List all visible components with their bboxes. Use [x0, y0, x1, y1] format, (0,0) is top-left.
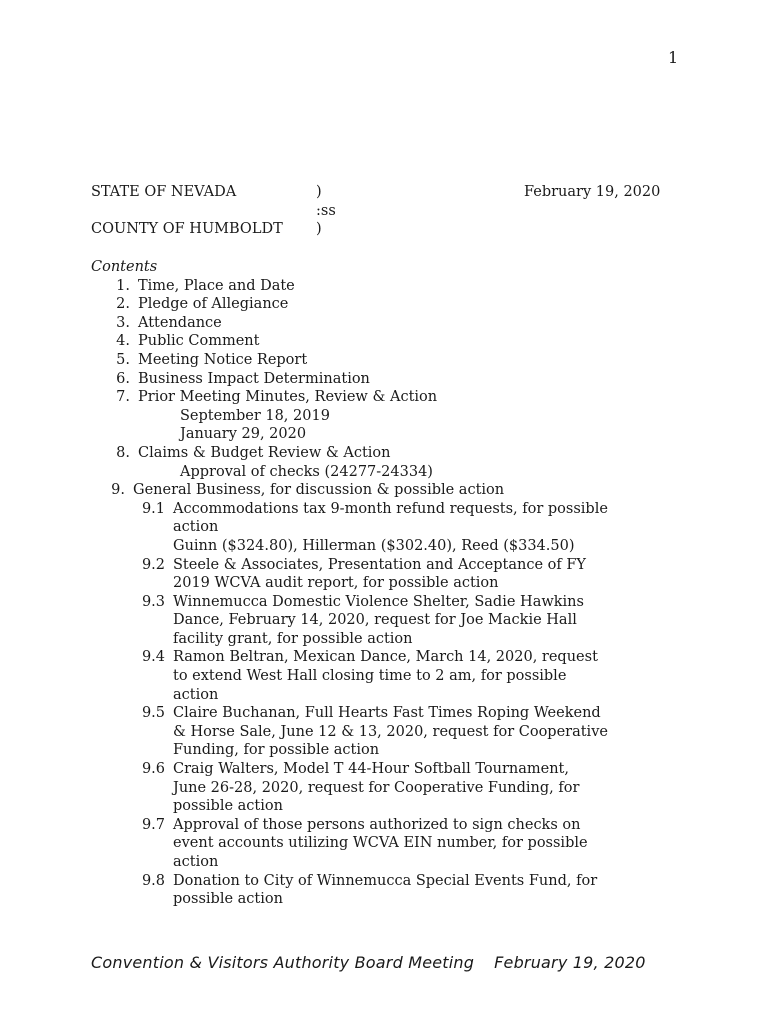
- sub-item-number: 9.1: [141, 500, 165, 517]
- general-business-item-9-7: [141, 816, 651, 872]
- county-paren: ): [316, 221, 322, 237]
- sub-item-line: 2019 WCVA audit report, for possible action: [173, 575, 499, 592]
- sub-item-number: 9.4: [141, 649, 165, 666]
- agenda-item-text: Pledge of Allegiance: [138, 296, 289, 313]
- sub-item-line: action: [173, 854, 219, 870]
- agenda-item-text: Attendance: [138, 314, 222, 331]
- header-row-county: [91, 220, 691, 239]
- page-footer: [91, 953, 646, 972]
- agenda-item-text: Business Impact Determination: [138, 370, 370, 387]
- sub-item-line: Guinn ($324.80), Hillerman ($302.40), Reed ($334.50): [173, 537, 575, 554]
- agenda-item-text: General Business, for discussion & possible action: [133, 482, 505, 499]
- sub-item-line: possible action: [173, 798, 283, 815]
- sub-item-line: June 26-28, 2020, request for Cooperative Funding, for: [173, 779, 580, 796]
- agenda-item-9: [111, 481, 651, 500]
- county-label: COUNTY OF HUMBOLDT: [91, 221, 283, 237]
- agenda-item-4: [116, 332, 651, 351]
- agenda-item-number: 1.: [116, 277, 130, 294]
- general-business-item-9-5: [141, 704, 651, 760]
- document-header: [91, 183, 691, 239]
- agenda-subline: Approval of checks (24277-24334): [180, 463, 433, 480]
- page-number: 1: [668, 48, 679, 67]
- sub-item-line: Ramon Beltran, Mexican Dance, March 14, 2020, request: [173, 649, 598, 666]
- sub-item-number: 9.7: [141, 816, 165, 833]
- general-business-item-9-4: [141, 648, 651, 704]
- agenda-item-text: Prior Meeting Minutes, Review & Action: [138, 389, 438, 406]
- header-date: February 19, 2020: [524, 184, 661, 200]
- state-label: STATE OF NEVADA: [91, 184, 237, 200]
- sub-item-number: 9.2: [141, 556, 165, 573]
- agenda-item-5: [116, 351, 651, 370]
- agenda-subline: September 18, 2019: [180, 407, 330, 424]
- agenda-item-number: 6.: [116, 370, 130, 387]
- agenda-item-2: [116, 295, 651, 314]
- sub-item-line: to extend West Hall closing time to 2 am, for possible: [173, 668, 567, 685]
- header-row-state: [91, 183, 691, 202]
- agenda-item-number: 4.: [116, 333, 130, 350]
- agenda-item-number: 2.: [116, 296, 130, 313]
- sub-item-line: action: [173, 519, 219, 536]
- general-business-item-9-1: [141, 500, 651, 556]
- sub-item-line: possible action: [173, 891, 283, 908]
- general-business-item-9-3: [141, 593, 651, 649]
- footer-date: February 19, 2020: [494, 953, 646, 972]
- agenda-item-1: [116, 277, 651, 296]
- sub-item-line: Steele & Associates, Presentation and Acceptance of FY: [173, 556, 586, 573]
- general-business-item-9-2: [141, 556, 651, 593]
- agenda-item-number: 8.: [116, 444, 130, 461]
- contents-section: [91, 258, 651, 909]
- agenda-item-text: Meeting Notice Report: [138, 351, 308, 368]
- state-paren: ): [316, 184, 322, 200]
- agenda-item-8: [116, 444, 651, 463]
- agenda-item-6: [116, 370, 651, 389]
- agenda-item-number: 3.: [116, 314, 130, 331]
- sub-item-line: Winnemucca Domestic Violence Shelter, Sadie Hawkins: [173, 593, 584, 610]
- sub-item-line: Claire Buchanan, Full Hearts Fast Times Roping Weekend: [173, 705, 601, 722]
- sub-item-line: Approval of those persons authorized to sign checks on: [173, 816, 581, 833]
- agenda-item-3: [116, 314, 651, 333]
- header-row-ss: [91, 202, 691, 221]
- sub-item-number: 9.3: [141, 593, 165, 610]
- sub-item-line: Accommodations tax 9-month refund requests, for possible: [173, 500, 608, 517]
- agenda-item-number: 7.: [116, 389, 130, 406]
- general-business-item-9-6: [141, 760, 651, 816]
- footer-title: Convention & Visitors Authority Board Meeting: [91, 953, 475, 972]
- sub-item-number: 9.5: [141, 705, 165, 722]
- general-business-item-9-8: [141, 872, 651, 909]
- agenda-item-text: Claims & Budget Review & Action: [138, 444, 391, 461]
- agenda-item-7: [116, 388, 651, 407]
- sub-item-line: event accounts utilizing WCVA EIN number, for possible: [173, 835, 588, 852]
- agenda-item-number: 9.: [111, 482, 125, 499]
- sub-item-line: Craig Walters, Model T 44-Hour Softball Tournament,: [173, 761, 569, 778]
- sub-item-line: Dance, February 14, 2020, request for Joe Mackie Hall: [173, 612, 577, 629]
- agenda-subline: January 29, 2020: [180, 426, 307, 443]
- agenda-item-text: Public Comment: [138, 333, 260, 350]
- sub-item-line: Funding, for possible action: [173, 742, 380, 759]
- sub-item-line: Donation to City of Winnemucca Special Events Fund, for: [173, 872, 598, 889]
- sub-item-line: & Horse Sale, June 12 & 13, 2020, request for Cooperative: [173, 723, 608, 740]
- contents-title: Contents: [91, 259, 158, 275]
- sub-item-line: action: [173, 686, 219, 703]
- sub-item-number: 9.8: [141, 872, 165, 889]
- sub-item-number: 9.6: [141, 761, 165, 778]
- ss-mark: :ss: [316, 202, 336, 219]
- agenda-item-number: 5.: [116, 351, 130, 368]
- agenda-item-text: Time, Place and Date: [138, 277, 295, 294]
- sub-item-line: facility grant, for possible action: [173, 630, 413, 647]
